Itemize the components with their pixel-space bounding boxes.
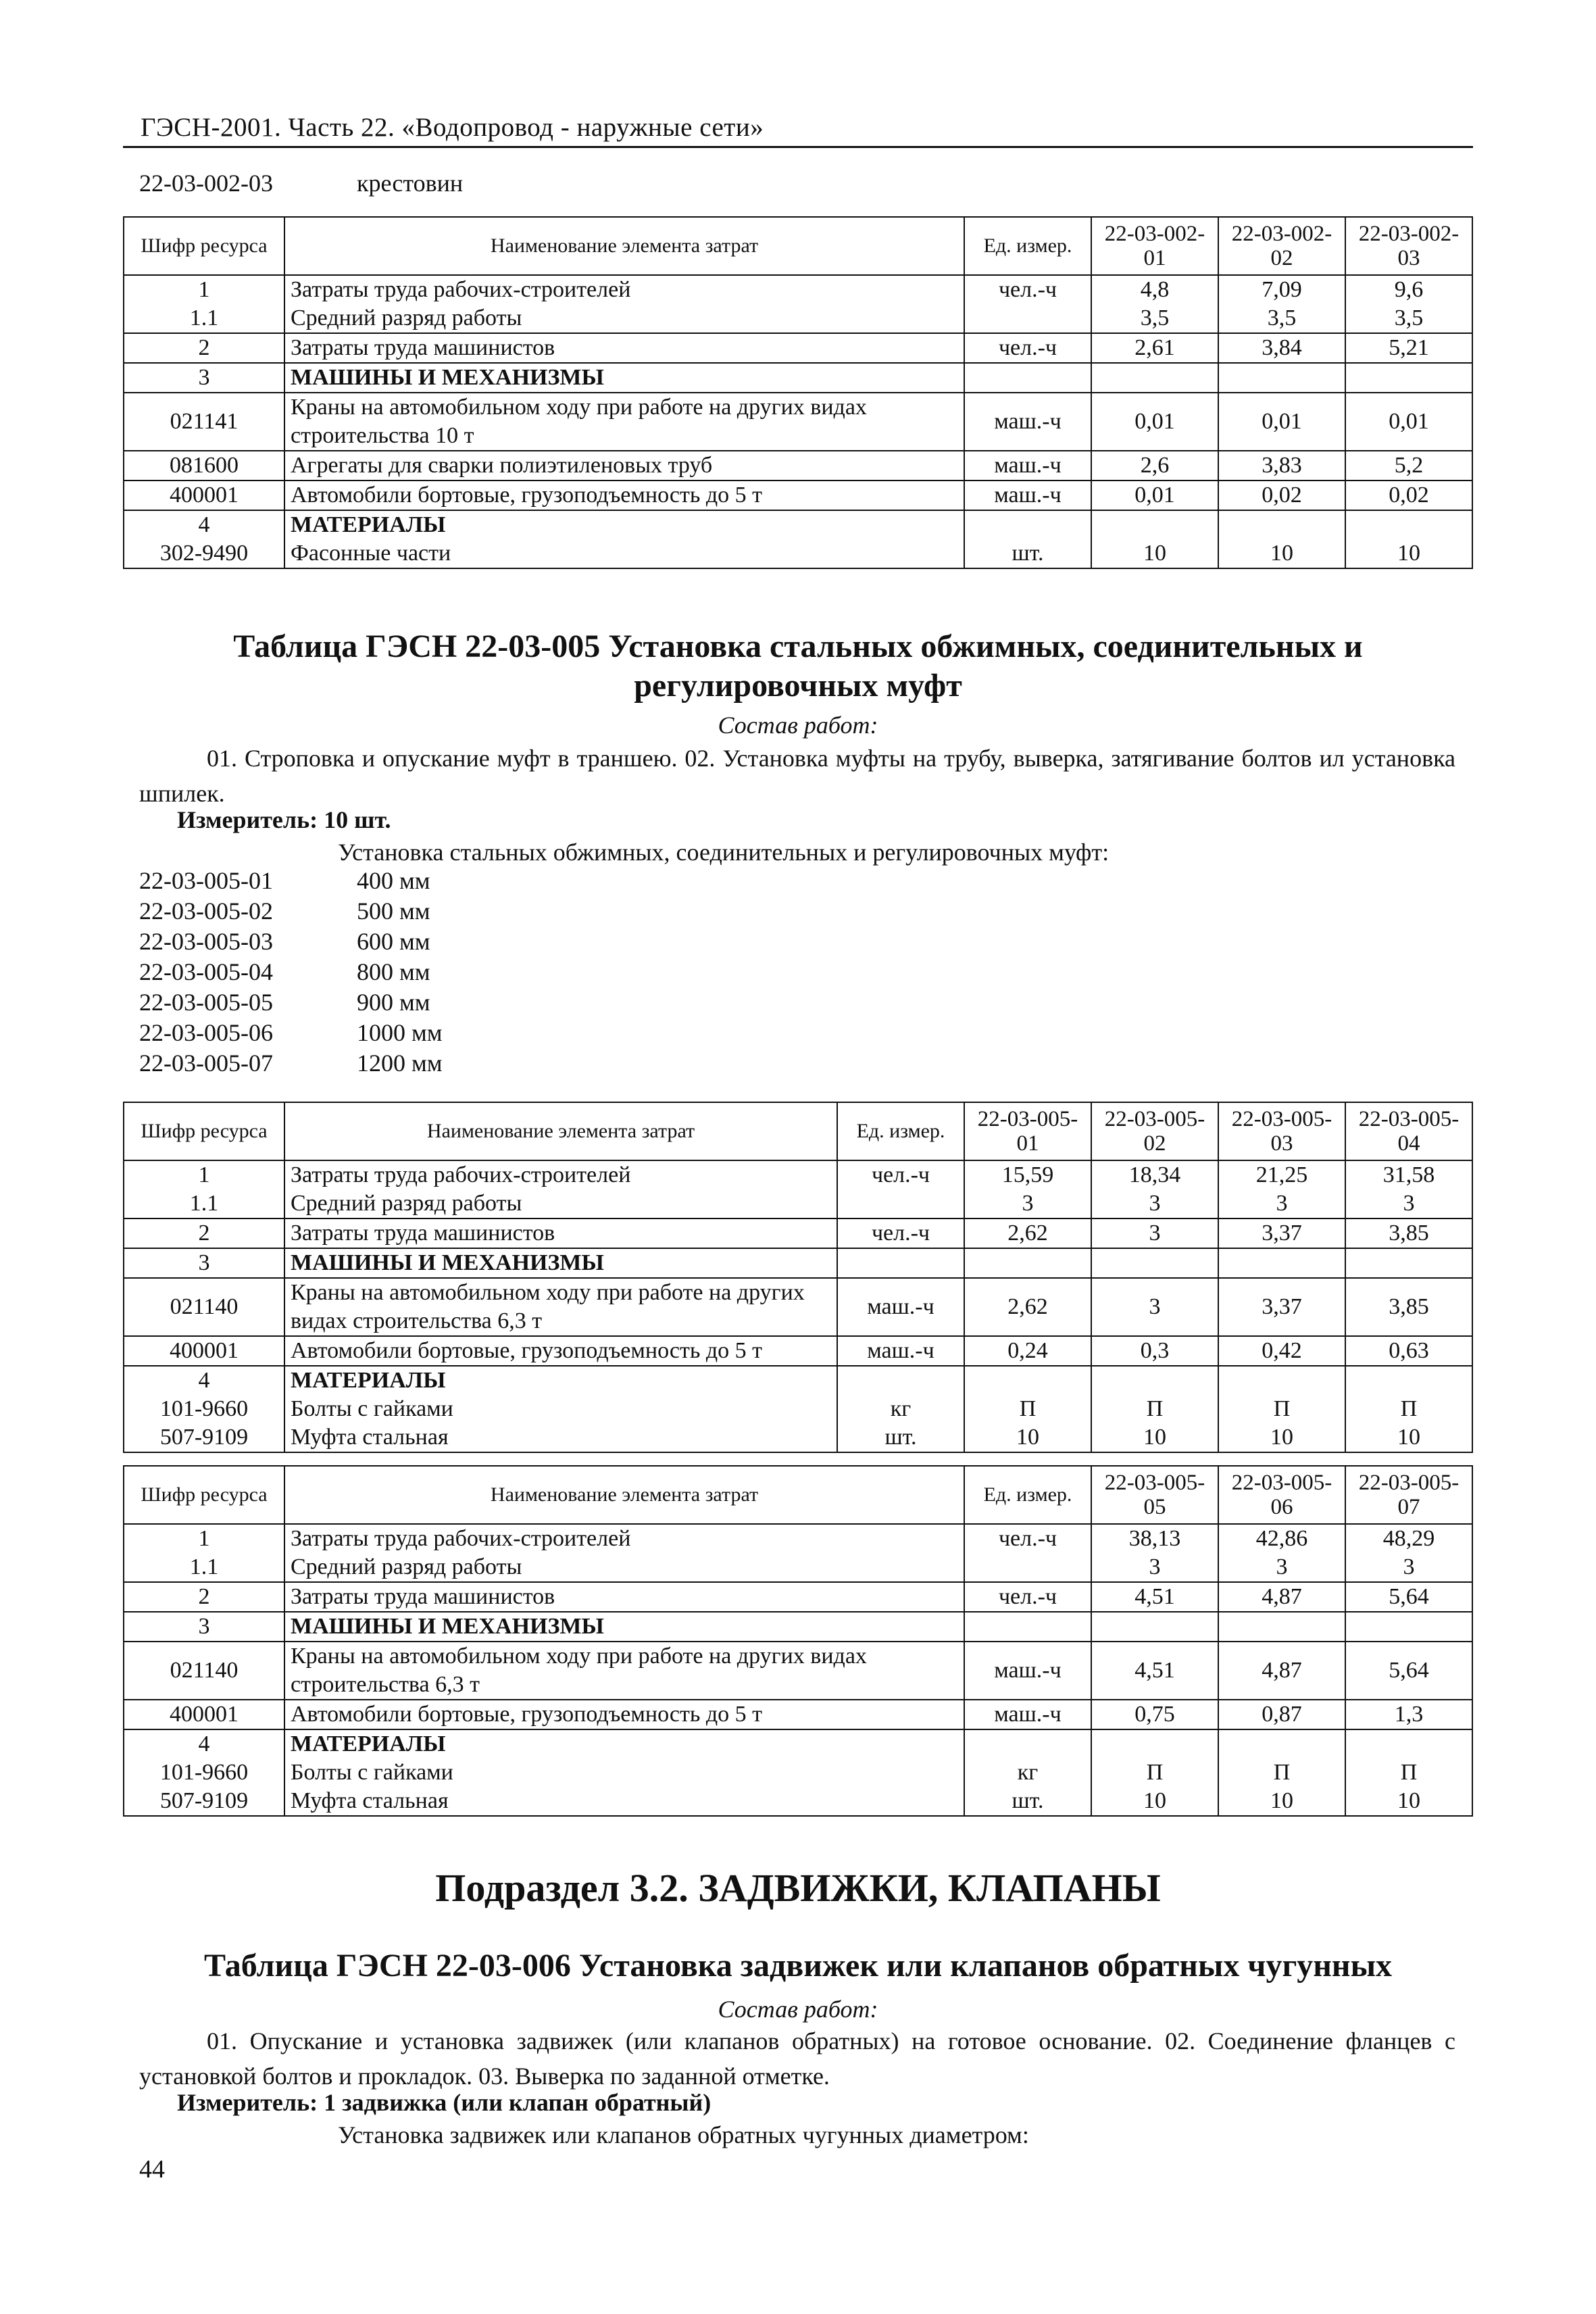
cell-resource-code: 302-9490 bbox=[124, 539, 284, 568]
cell-resource-code: 1.1 bbox=[124, 304, 284, 333]
cell-cost-element: Агрегаты для сварки полиэтиленовых труб bbox=[284, 451, 964, 481]
cell-cost-element: Затраты труда машинистов bbox=[284, 1218, 837, 1248]
table-006-title: Таблица ГЭСН 22-03-006 Установка задвижек или клапанов обратных чугунных bbox=[203, 1948, 1393, 1984]
cell-value: 3 bbox=[1091, 1553, 1218, 1582]
cell-value bbox=[1345, 1729, 1472, 1758]
cell-value: 4,51 bbox=[1091, 1582, 1218, 1612]
cell-resource-code: 021140 bbox=[124, 1278, 284, 1336]
cell-cost-element: МАШИНЫ И МЕХАНИЗМЫ bbox=[284, 363, 964, 393]
cell-value: 0,01 bbox=[1091, 481, 1218, 510]
item-diameter: 500 мм bbox=[357, 897, 430, 925]
cell-value: П bbox=[1345, 1758, 1472, 1787]
cell-resource-code: 2 bbox=[124, 333, 284, 363]
cell-value bbox=[1091, 363, 1218, 393]
cell-value: 2,6 bbox=[1091, 451, 1218, 481]
cell-unit: маш.-ч bbox=[964, 481, 1091, 510]
cell-value bbox=[1091, 510, 1218, 539]
cell-unit: чел.-ч bbox=[964, 1524, 1091, 1553]
cell-value bbox=[1345, 1612, 1472, 1642]
cell-value: 3 bbox=[1218, 1553, 1345, 1582]
col-header-unit: Ед. измер. bbox=[964, 217, 1091, 275]
cell-value bbox=[1091, 1248, 1218, 1278]
cell-resource-code: 1.1 bbox=[124, 1553, 284, 1582]
cell-cost-element: Затраты труда рабочих-строителей bbox=[284, 1160, 837, 1189]
cell-resource-code: 021140 bbox=[124, 1642, 284, 1700]
item-diameter: 1200 мм bbox=[357, 1050, 443, 1077]
item-code: 22-03-005-01 bbox=[139, 867, 273, 894]
cell-unit: шт. bbox=[964, 1787, 1091, 1816]
cell-unit: чел.-ч bbox=[964, 1582, 1091, 1612]
cell-resource-code: 1.1 bbox=[124, 1189, 284, 1218]
cell-value: 2,62 bbox=[964, 1278, 1091, 1336]
col-header-norm-code: 22-03-005-07 bbox=[1345, 1466, 1472, 1524]
cell-value bbox=[964, 1248, 1091, 1278]
cell-cost-element: Фасонные части bbox=[284, 539, 964, 568]
table-row bbox=[124, 1336, 1472, 1366]
table-row bbox=[124, 1729, 1472, 1758]
cell-value: 5,2 bbox=[1345, 451, 1472, 481]
subsection-title: Подраздел 3.2. ЗАДВИЖКИ, КЛАПАНЫ bbox=[435, 1866, 1161, 1910]
cell-value: 31,58 bbox=[1345, 1160, 1472, 1189]
cell-cost-element: Средний разряд работы bbox=[284, 304, 964, 333]
cell-unit: чел.-ч bbox=[837, 1218, 964, 1248]
cell-value bbox=[964, 1366, 1091, 1395]
cell-value: 10 bbox=[1345, 539, 1472, 568]
item-diameter: 600 мм bbox=[357, 928, 430, 955]
cell-value: 18,34 bbox=[1091, 1160, 1218, 1189]
col-header-norm-code: 22-03-002-01 bbox=[1091, 217, 1218, 275]
cell-value: 3 bbox=[1218, 1189, 1345, 1218]
cell-value: 0,63 bbox=[1345, 1336, 1472, 1366]
cell-value: 3,85 bbox=[1345, 1278, 1472, 1336]
header-divider bbox=[123, 146, 1473, 148]
cell-value: 3 bbox=[1091, 1278, 1218, 1336]
cell-value: 0,3 bbox=[1091, 1336, 1218, 1366]
cell-resource-code: 507-9109 bbox=[124, 1787, 284, 1816]
cell-unit bbox=[837, 1189, 964, 1218]
cell-resource-code: 021141 bbox=[124, 393, 284, 451]
item-code: 22-03-005-07 bbox=[139, 1050, 273, 1077]
table-row bbox=[124, 304, 1472, 333]
cell-unit: шт. bbox=[837, 1423, 964, 1452]
cell-value: 1,3 bbox=[1345, 1700, 1472, 1729]
cell-value: 3,5 bbox=[1091, 304, 1218, 333]
cell-value: 10 bbox=[964, 1423, 1091, 1452]
item-diameter: 900 мм bbox=[357, 989, 430, 1016]
table-row bbox=[124, 1524, 1472, 1553]
cell-value: 4,87 bbox=[1218, 1642, 1345, 1700]
cell-value: 5,64 bbox=[1345, 1582, 1472, 1612]
cell-value: 38,13 bbox=[1091, 1524, 1218, 1553]
cell-unit: шт. bbox=[964, 539, 1091, 568]
cell-unit: маш.-ч bbox=[837, 1336, 964, 1366]
item-code: 22-03-005-02 bbox=[139, 897, 273, 925]
col-header-norm-code: 22-03-005-02 bbox=[1091, 1102, 1218, 1160]
cell-value: 3,85 bbox=[1345, 1218, 1472, 1248]
cell-resource-code: 1 bbox=[124, 275, 284, 304]
cell-unit: маш.-ч bbox=[964, 451, 1091, 481]
item-diameter: 800 мм bbox=[357, 958, 430, 985]
cell-unit bbox=[837, 1366, 964, 1395]
cell-value: 10 bbox=[1218, 539, 1345, 568]
cell-cost-element: МАТЕРИАЛЫ bbox=[284, 1366, 837, 1395]
cell-value: 4,87 bbox=[1218, 1582, 1345, 1612]
table-row bbox=[124, 451, 1472, 481]
col-header-code: Шифр ресурса bbox=[124, 1102, 284, 1160]
cell-cost-element: Затраты труда машинистов bbox=[284, 333, 964, 363]
cell-cost-element: Краны на автомобильном ходу при работе на других видах строительства 6,3 т bbox=[284, 1278, 837, 1336]
page-number: 44 bbox=[139, 2155, 165, 2184]
cell-cost-element: Муфта стальная bbox=[284, 1787, 964, 1816]
cell-unit: чел.-ч bbox=[837, 1160, 964, 1189]
cell-value: 3 bbox=[1091, 1189, 1218, 1218]
item-code: 22-03-005-04 bbox=[139, 958, 273, 985]
table-005-title: Таблица ГЭСН 22-03-005 Установка стальных обжимных, соединительных и регулировочных муфт bbox=[233, 629, 1363, 704]
item-code: 22-03-005-06 bbox=[139, 1019, 273, 1046]
item-code: 22-03-005-03 bbox=[139, 928, 273, 955]
cell-value: 42,86 bbox=[1218, 1524, 1345, 1553]
cell-unit: чел.-ч bbox=[964, 275, 1091, 304]
cell-value: 3,37 bbox=[1218, 1218, 1345, 1248]
table-row bbox=[124, 333, 1472, 363]
cell-resource-code: 101-9660 bbox=[124, 1758, 284, 1787]
cell-value: 0,42 bbox=[1218, 1336, 1345, 1366]
col-header-code: Шифр ресурса bbox=[124, 217, 284, 275]
cell-unit: маш.-ч bbox=[964, 1700, 1091, 1729]
cell-value: 48,29 bbox=[1345, 1524, 1472, 1553]
cell-value: П bbox=[1091, 1758, 1218, 1787]
cell-resource-code: 2 bbox=[124, 1582, 284, 1612]
cell-value: 4,51 bbox=[1091, 1642, 1218, 1700]
cell-resource-code: 4 bbox=[124, 510, 284, 539]
cell-value bbox=[1218, 363, 1345, 393]
cell-cost-element: Затраты труда машинистов bbox=[284, 1582, 964, 1612]
item-diameter: 1000 мм bbox=[357, 1019, 443, 1046]
cell-value: 10 bbox=[1218, 1423, 1345, 1452]
cell-resource-code: 400001 bbox=[124, 1700, 284, 1729]
cell-value: 2,61 bbox=[1091, 333, 1218, 363]
cell-value: 5,21 bbox=[1345, 333, 1472, 363]
cell-value: 0,24 bbox=[964, 1336, 1091, 1366]
item-diameter: 400 мм bbox=[357, 867, 430, 894]
cell-unit: кг bbox=[964, 1758, 1091, 1787]
cell-value: 9,6 bbox=[1345, 275, 1472, 304]
col-header-unit: Ед. измер. bbox=[837, 1102, 964, 1160]
table-row bbox=[124, 510, 1472, 539]
cell-resource-code: 081600 bbox=[124, 451, 284, 481]
cell-cost-element: МАТЕРИАЛЫ bbox=[284, 510, 964, 539]
col-header-norm-code: 22-03-005-01 bbox=[964, 1102, 1091, 1160]
cell-value: 3,37 bbox=[1218, 1278, 1345, 1336]
table-row bbox=[124, 1582, 1472, 1612]
table-row bbox=[124, 1612, 1472, 1642]
cell-value bbox=[1091, 1612, 1218, 1642]
cell-value: 3 bbox=[1091, 1218, 1218, 1248]
col-header-norm-code: 22-03-002-02 bbox=[1218, 217, 1345, 275]
running-header: ГЭСН-2001. Часть 22. «Водопровод - наружные сети» bbox=[141, 113, 764, 142]
cell-value: 3,5 bbox=[1218, 304, 1345, 333]
cell-value bbox=[1345, 363, 1472, 393]
cell-unit bbox=[837, 1248, 964, 1278]
col-header-name: Наименование элемента затрат bbox=[284, 1102, 837, 1160]
cell-value: 10 bbox=[1345, 1787, 1472, 1816]
cell-unit bbox=[964, 1612, 1091, 1642]
cell-cost-element: Муфта стальная bbox=[284, 1423, 837, 1452]
cell-resource-code: 3 bbox=[124, 1248, 284, 1278]
sub-item-label: крестовин bbox=[357, 170, 464, 197]
cell-resource-code: 101-9660 bbox=[124, 1395, 284, 1423]
col-header-norm-code: 22-03-005-06 bbox=[1218, 1466, 1345, 1524]
cell-cost-element: Средний разряд работы bbox=[284, 1553, 964, 1582]
cell-resource-code: 3 bbox=[124, 1612, 284, 1642]
cell-value: П bbox=[1345, 1395, 1472, 1423]
cell-value: 0,02 bbox=[1345, 481, 1472, 510]
cell-value: 10 bbox=[1345, 1423, 1472, 1452]
cell-value: 0,01 bbox=[1345, 393, 1472, 451]
table-row bbox=[124, 1366, 1472, 1395]
cell-unit bbox=[964, 510, 1091, 539]
cell-value: 4,8 bbox=[1091, 275, 1218, 304]
col-header-name: Наименование элемента затрат bbox=[284, 1466, 964, 1524]
cell-value: 3 bbox=[1345, 1553, 1472, 1582]
cell-value bbox=[1091, 1366, 1218, 1395]
cell-resource-code: 4 bbox=[124, 1729, 284, 1758]
table-row bbox=[124, 481, 1472, 510]
cell-value: 3,5 bbox=[1345, 304, 1472, 333]
table-row bbox=[124, 1758, 1472, 1787]
table-row bbox=[124, 1160, 1472, 1189]
cell-cost-element: Краны на автомобильном ходу при работе на других видах строительства 6,3 т bbox=[284, 1642, 964, 1700]
cell-cost-element: Автомобили бортовые, грузоподъемность до 5 т bbox=[284, 1700, 964, 1729]
cell-resource-code: 3 bbox=[124, 363, 284, 393]
cell-value: 10 bbox=[1091, 539, 1218, 568]
table-row bbox=[124, 393, 1472, 451]
cell-cost-element: МАТЕРИАЛЫ bbox=[284, 1729, 964, 1758]
cell-unit: кг bbox=[837, 1395, 964, 1423]
cell-resource-code: 1 bbox=[124, 1160, 284, 1189]
cell-unit: маш.-ч bbox=[837, 1278, 964, 1336]
cell-resource-code: 1 bbox=[124, 1524, 284, 1553]
cell-unit bbox=[964, 304, 1091, 333]
table-row bbox=[124, 1248, 1472, 1278]
resource-table-005a bbox=[123, 1102, 1473, 1453]
cell-resource-code: 507-9109 bbox=[124, 1423, 284, 1452]
cell-unit bbox=[964, 1729, 1091, 1758]
cell-value: 10 bbox=[1091, 1423, 1218, 1452]
cell-value: 0,02 bbox=[1218, 481, 1345, 510]
cell-value: П bbox=[1218, 1758, 1345, 1787]
cell-cost-element: Средний разряд работы bbox=[284, 1189, 837, 1218]
cell-resource-code: 400001 bbox=[124, 1336, 284, 1366]
table-row bbox=[124, 363, 1472, 393]
cell-value: 10 bbox=[1218, 1787, 1345, 1816]
cell-value: П bbox=[964, 1395, 1091, 1423]
cell-unit: маш.-ч bbox=[964, 393, 1091, 451]
table-row bbox=[124, 1423, 1472, 1452]
items-intro: Установка стальных обжимных, соединительных и регулировочных муфт: bbox=[338, 839, 1109, 866]
cell-value: 3,83 bbox=[1218, 451, 1345, 481]
cell-value: 5,64 bbox=[1345, 1642, 1472, 1700]
cell-cost-element: Автомобили бортовые, грузоподъемность до 5 т bbox=[284, 481, 964, 510]
cell-value bbox=[1345, 1248, 1472, 1278]
cell-value: 3 bbox=[964, 1189, 1091, 1218]
cell-value bbox=[1218, 1612, 1345, 1642]
table-row bbox=[124, 1700, 1472, 1729]
cell-unit bbox=[964, 363, 1091, 393]
cell-cost-element: Затраты труда рабочих-строителей bbox=[284, 275, 964, 304]
table-row bbox=[124, 1553, 1472, 1582]
cell-value bbox=[1091, 1729, 1218, 1758]
col-header-norm-code: 22-03-005-03 bbox=[1218, 1102, 1345, 1160]
cell-cost-element: Болты с гайками bbox=[284, 1395, 837, 1423]
table-row bbox=[124, 275, 1472, 304]
cell-unit bbox=[964, 1553, 1091, 1582]
cell-value: 0,75 bbox=[1091, 1700, 1218, 1729]
item-code: 22-03-005-05 bbox=[139, 989, 273, 1016]
cell-value: 3 bbox=[1345, 1189, 1472, 1218]
cell-value bbox=[1345, 510, 1472, 539]
col-header-norm-code: 22-03-005-05 bbox=[1091, 1466, 1218, 1524]
table-row bbox=[124, 1189, 1472, 1218]
cell-unit: маш.-ч bbox=[964, 1642, 1091, 1700]
work-composition-label-006: Состав работ: bbox=[718, 1996, 878, 2023]
cell-value: 0,01 bbox=[1218, 393, 1345, 451]
cell-value: 21,25 bbox=[1218, 1160, 1345, 1189]
col-header-norm-code: 22-03-002-03 bbox=[1345, 217, 1472, 275]
cell-value bbox=[1218, 1248, 1345, 1278]
cell-value bbox=[1345, 1366, 1472, 1395]
work-composition-label: Состав работ: bbox=[718, 712, 878, 739]
table-row bbox=[124, 1278, 1472, 1336]
cell-value: 0,01 bbox=[1091, 393, 1218, 451]
sub-item-code: 22-03-002-03 bbox=[139, 170, 273, 197]
cell-value bbox=[1218, 1729, 1345, 1758]
cell-resource-code: 400001 bbox=[124, 481, 284, 510]
cell-value: 0,87 bbox=[1218, 1700, 1345, 1729]
cell-cost-element: Болты с гайками bbox=[284, 1758, 964, 1787]
work-composition-text-006: 01. Опускание и установка задвижек (или клапанов обратных) на готовое основание. 02. Соединение фланцев с установкой болтов и прокладок. 03. Выверка по заданной отметке. bbox=[139, 2027, 1455, 2090]
cell-value: 2,62 bbox=[964, 1218, 1091, 1248]
cell-value bbox=[1218, 510, 1345, 539]
cell-value: 15,59 bbox=[964, 1160, 1091, 1189]
resource-table-005b bbox=[123, 1465, 1473, 1817]
measure-unit: Измеритель: 10 шт. bbox=[177, 806, 391, 833]
cell-cost-element: МАШИНЫ И МЕХАНИЗМЫ bbox=[284, 1248, 837, 1278]
table-row bbox=[124, 1787, 1472, 1816]
cell-cost-element: Краны на автомобильном ходу при работе на других видах строительства 10 т bbox=[284, 393, 964, 451]
col-header-name: Наименование элемента затрат bbox=[284, 217, 964, 275]
cell-value: П bbox=[1218, 1395, 1345, 1423]
cell-value: 10 bbox=[1091, 1787, 1218, 1816]
cell-cost-element: Затраты труда рабочих-строителей bbox=[284, 1524, 964, 1553]
cell-unit: чел.-ч bbox=[964, 333, 1091, 363]
cell-cost-element: МАШИНЫ И МЕХАНИЗМЫ bbox=[284, 1612, 964, 1642]
cell-cost-element: Автомобили бортовые, грузоподъемность до 5 т bbox=[284, 1336, 837, 1366]
items-intro-006: Установка задвижек или клапанов обратных чугунных диаметром: bbox=[338, 2121, 1029, 2148]
col-header-code: Шифр ресурса bbox=[124, 1466, 284, 1524]
cell-value: 3,84 bbox=[1218, 333, 1345, 363]
resource-table-002 bbox=[123, 216, 1473, 569]
measure-unit-006: Измеритель: 1 задвижка (или клапан обратный) bbox=[177, 2089, 712, 2116]
cell-resource-code: 4 bbox=[124, 1366, 284, 1395]
col-header-norm-code: 22-03-005-04 bbox=[1345, 1102, 1472, 1160]
work-composition-text: 01. Строповка и опускание муфт в траншею. 02. Установка муфты на трубу, выверка, затягивание болтов ил установка шпилек. bbox=[139, 745, 1455, 807]
table-row bbox=[124, 539, 1472, 568]
cell-resource-code: 2 bbox=[124, 1218, 284, 1248]
cell-value: П bbox=[1091, 1395, 1218, 1423]
table-row bbox=[124, 1642, 1472, 1700]
cell-value: 7,09 bbox=[1218, 275, 1345, 304]
cell-value bbox=[1218, 1366, 1345, 1395]
col-header-unit: Ед. измер. bbox=[964, 1466, 1091, 1524]
table-row bbox=[124, 1218, 1472, 1248]
table-row bbox=[124, 1395, 1472, 1423]
